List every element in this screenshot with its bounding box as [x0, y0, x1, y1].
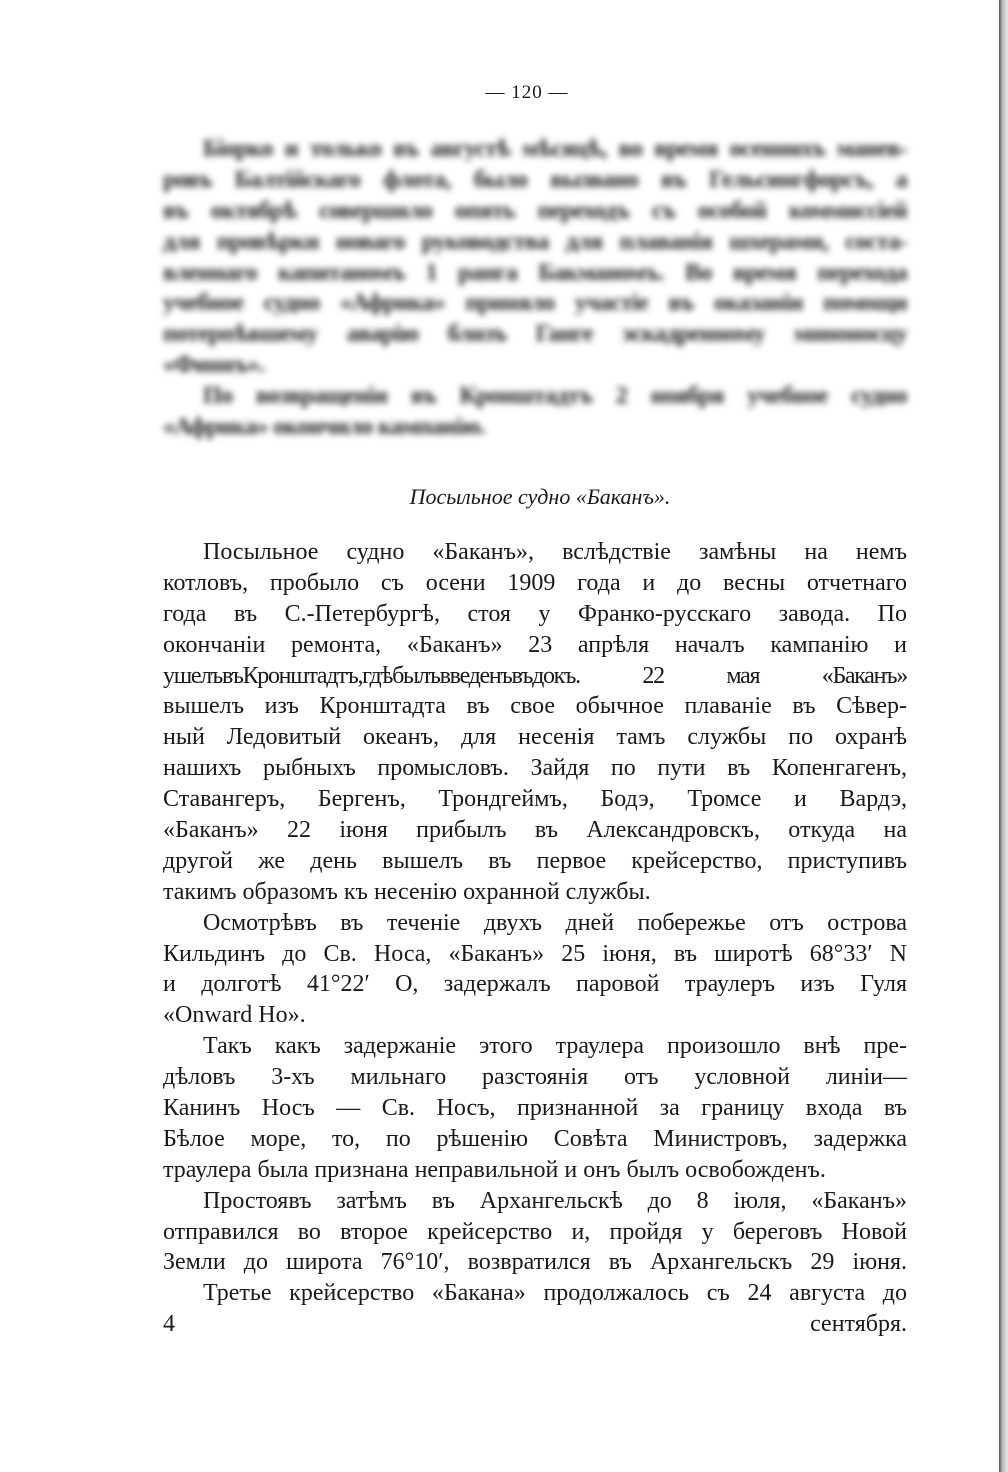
text-line: Ставангеръ, Бергенъ, Трондгеймъ, Бодэ, Тромсе и Вардэ,	[163, 786, 907, 813]
text-line: ный Ледовитый океанъ, для несенiя тамъ службы по охранѣ	[163, 724, 907, 751]
text-line: 4 сентября.	[163, 1311, 907, 1338]
text-line: отправился во второе крейсерство и, пройдя у береговъ Новой	[163, 1218, 907, 1245]
text-line: ушелъвъКронштадтъ,гдѣбылъвведенъвъдокъ. 22 мая «Баканъ»	[163, 662, 907, 689]
text-line: Кильдинъ до Св. Носа, «Баканъ» 25 iюня, въ широтѣ 68°33′ N	[163, 940, 907, 967]
text-line: дѣловъ 3-хъ мильнаго разстоянiя отъ условной линiи—	[163, 1064, 907, 1091]
text-line: нашихъ рыбныхъ промысловъ. Зайдя по пути въ Копенгагенъ,	[163, 755, 907, 782]
text-line: Такъ какъ задержанiе этого траулера произошло внѣ пре-	[203, 1033, 907, 1060]
text-line: года въ С.-Петербургѣ, стоя у Франко-русскаго завода. По	[163, 600, 907, 627]
text-line: вленнаго капитаномъ 1 ранга Бакманомъ. Во время перехода	[163, 259, 907, 286]
text-line: «Африка» окончило кампанiю.	[163, 414, 486, 441]
body-text	[163, 537, 907, 1340]
text-line: вышелъ изъ Кронштадта въ свое обычное плаванiе въ Сѣвер-	[163, 693, 907, 720]
text-line: въ октябрѣ совершило опять переходъ съ особой коммиссiей	[163, 197, 907, 224]
text-line: такимъ образомъ къ несенiю охранной службы.	[163, 878, 651, 905]
text-line: «Баканъ» 22 iюня прибылъ въ Александровскъ, откуда на	[163, 817, 907, 844]
text-line: По возвращенiи въ Кронштадтъ 2 ноября учебное судно	[203, 383, 907, 410]
page-number: — 120 —	[485, 82, 569, 103]
text-line: «Финнъ».	[163, 352, 265, 379]
text-line: Осмотрѣвъ въ теченiе двухъ дней побережье отъ острова	[203, 909, 907, 936]
text-line: и долготѣ 41°22′ O, задержалъ паровой траулеръ изъ Гуля	[163, 971, 907, 998]
text-line: «Onward Ho».	[163, 1002, 306, 1029]
blurred-paragraphs	[163, 134, 907, 443]
text-line: Простоявъ затѣмъ въ Архангельскѣ до 8 iюля, «Баканъ»	[203, 1187, 907, 1214]
text-line: Бiорко и только въ августѣ мѣсяцѣ, во время осеннихъ манев-	[203, 136, 907, 162]
text-line: для провѣрки новаго руководства для плаванiя шхерами, соста-	[163, 228, 907, 255]
text-line: ровъ Балтiйскаго флота, было вызвано въ Гельсингфорсъ, а	[163, 166, 907, 193]
text-line: Канинъ Носъ — Св. Носъ, признанной за границу входа въ	[163, 1095, 907, 1122]
text-line: Земли до широта 76°10′, возвратился въ Архангельскъ 29 iюня.	[163, 1249, 907, 1276]
scan-page-edge	[999, 0, 1008, 1472]
text-line: другой же день вышелъ въ первое крейсерство, приступивъ	[163, 847, 907, 874]
text-line: потерпѣвшему аварiю близъ Ганге эскадренному миноносцу	[163, 321, 907, 348]
section-heading: Посыльное судно «Баканъ».	[409, 484, 671, 509]
text-line: траулера была признана неправильной и онъ былъ освобожденъ.	[163, 1156, 826, 1183]
text-line: окончанiи ремонта, «Баканъ» 23 апрѣля началъ кампанiю и	[163, 631, 907, 658]
text-line: Бѣлое море, то, по рѣшенiю Совѣта Министровъ, задержка	[163, 1125, 907, 1152]
text-line: учебное судно «Африка» приняло участiе въ оказанiи помощи	[163, 290, 907, 317]
text-line: Третье крейсерство «Бакана» продолжалось съ 24 августа до	[203, 1280, 907, 1307]
text-line: котловъ, пробыло съ осени 1909 года и до весны отчетнаго	[163, 569, 907, 596]
text-line: Посыльное судно «Баканъ», вслѣдствiе замѣны на немъ	[203, 539, 907, 565]
